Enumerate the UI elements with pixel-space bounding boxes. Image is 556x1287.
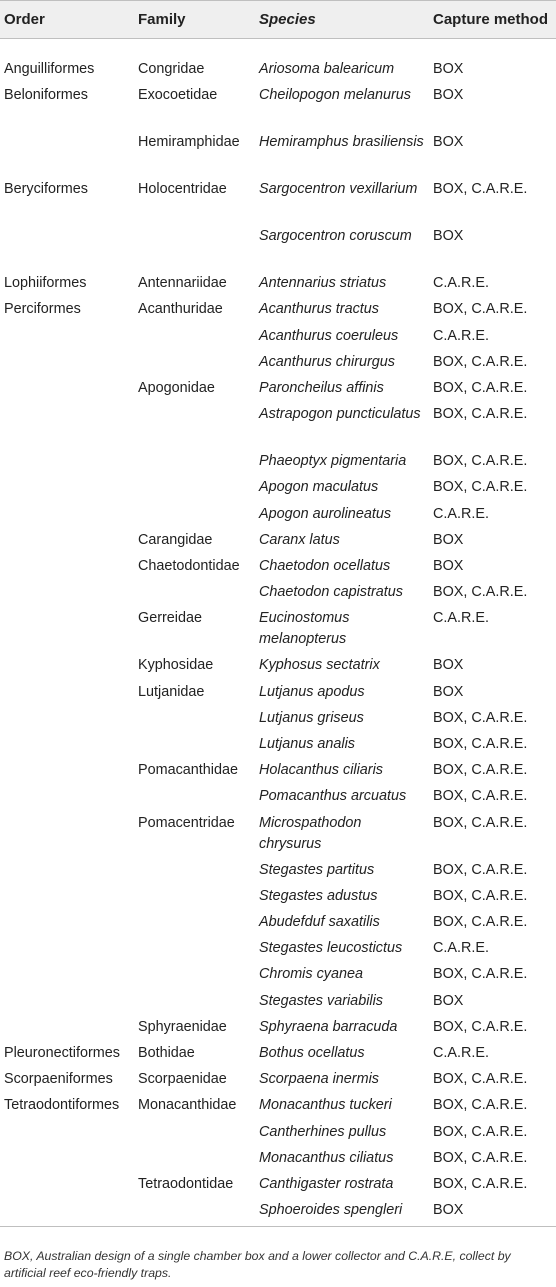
table-row <box>0 651 556 677</box>
table-row <box>0 934 556 960</box>
cell-capture-method: BOX, C.A.R.E. <box>433 1097 528 1114</box>
cell-order: Lophiiformes <box>4 275 87 292</box>
cell-family: Hemiramphidae <box>138 134 240 151</box>
cell-capture-method: BOX <box>433 134 464 151</box>
cell-capture-method: BOX, C.A.R.E. <box>433 479 528 496</box>
cell-order: Scorpaeniformes <box>4 1071 113 1088</box>
cell-order: Beloniformes <box>4 87 88 104</box>
cell-capture-method: BOX, C.A.R.E. <box>433 814 528 831</box>
table-row <box>0 295 556 321</box>
cell-species: Apogon maculatus <box>259 479 379 496</box>
table-row <box>0 348 556 374</box>
cell-order: Tetraodontiformes <box>4 1097 120 1114</box>
table-row <box>0 81 556 128</box>
cell-species: Cantherhines pullus <box>259 1123 387 1140</box>
cell-capture-method: C.A.R.E. <box>433 505 489 522</box>
table-bottom-rule <box>0 1226 556 1227</box>
table-row <box>0 1118 556 1144</box>
cell-capture-method: BOX, C.A.R.E. <box>433 1149 528 1166</box>
cell-family: Apogonidae <box>138 380 215 396</box>
table-row <box>0 678 556 704</box>
cell-capture-method: BOX, C.A.R.E. <box>433 788 528 805</box>
cell-species: Monacanthus ciliatus <box>259 1149 394 1166</box>
cell-capture-method: BOX <box>433 558 464 574</box>
cell-species: Caranx latus <box>259 531 340 548</box>
cell-capture-method: BOX, C.A.R.E. <box>433 406 528 423</box>
table-row <box>0 730 556 756</box>
cell-capture-method: BOX, C.A.R.E. <box>433 861 528 878</box>
cell-capture-method: BOX, C.A.R.E. <box>433 584 528 601</box>
cell-order: Beryciformes <box>4 181 88 198</box>
table-row <box>0 526 556 552</box>
cell-order: Perciformes <box>4 301 81 318</box>
cell-capture-method: BOX, C.A.R.E. <box>433 1123 528 1140</box>
table-row <box>0 400 556 447</box>
cell-capture-method: BOX, C.A.R.E. <box>433 453 528 470</box>
cell-species: Acanthurus tractus <box>259 301 379 318</box>
cell-capture-method: BOX <box>433 657 464 674</box>
cell-capture-method: BOX, C.A.R.E. <box>433 181 528 198</box>
cell-species: Chaetodon capistratus <box>259 584 403 601</box>
cell-species: Stegastes partitus <box>259 861 375 878</box>
cell-species: Canthigaster rostrata <box>259 1176 394 1192</box>
cell-capture-method: BOX, C.A.R.E. <box>433 1176 528 1192</box>
cell-capture-method: BOX <box>433 683 464 700</box>
cell-species: Sphyraena barracuda <box>259 1018 398 1035</box>
table-row <box>0 374 556 400</box>
cell-family: Gerreidae <box>138 610 202 627</box>
table-header-row <box>0 0 556 39</box>
table-row <box>0 908 556 934</box>
table-row <box>0 960 556 986</box>
cell-family: Antennariidae <box>138 275 227 292</box>
cell-species: Acanthurus chirurgus <box>259 353 395 370</box>
table-row <box>0 447 556 473</box>
table-row <box>0 1065 556 1091</box>
cell-family: Acanthuridae <box>138 301 223 318</box>
cell-species: Kyphosus sectatrix <box>259 657 380 674</box>
cell-family: Scorpaenidae <box>138 1071 227 1088</box>
table-row <box>0 1039 556 1065</box>
cell-species: Bothus ocellatus <box>259 1045 365 1061</box>
cell-capture-method: BOX, C.A.R.E. <box>433 1071 528 1088</box>
cell-capture-method: C.A.R.E. <box>433 940 489 957</box>
table-row <box>0 987 556 1013</box>
table-row <box>0 500 556 526</box>
cell-species: Stegastes leucostictus <box>259 940 403 957</box>
table-row <box>0 322 556 348</box>
cell-capture-method: C.A.R.E. <box>433 275 489 292</box>
cell-capture-method: C.A.R.E. <box>433 327 489 344</box>
table-row <box>0 1170 556 1196</box>
cell-species: Microspathodon chrysurus <box>259 814 362 852</box>
table-row <box>0 782 556 808</box>
cell-capture-method: BOX, C.A.R.E. <box>433 301 528 318</box>
cell-species: Lutjanus griseus <box>259 709 364 726</box>
cell-capture-method: BOX, C.A.R.E. <box>433 380 528 396</box>
cell-capture-method: BOX <box>433 1202 464 1219</box>
cell-capture-method: BOX, C.A.R.E. <box>433 887 528 904</box>
cell-species: Sphoeroides spengleri <box>259 1202 403 1219</box>
cell-family: Lutjanidae <box>138 683 205 700</box>
cell-capture-method: BOX <box>433 61 464 77</box>
cell-species: Hemiramphus brasiliensis <box>259 134 424 151</box>
cell-species: Stegastes adustus <box>259 887 378 904</box>
cell-family: Kyphosidae <box>138 657 214 674</box>
cell-species: Holacanthus ciliaris <box>259 762 383 779</box>
table-row <box>0 55 556 81</box>
cell-capture-method: BOX, C.A.R.E. <box>433 353 528 370</box>
header-species: Species <box>259 11 316 28</box>
cell-species: Lutjanus apodus <box>259 683 365 700</box>
cell-capture-method: BOX, C.A.R.E. <box>433 1018 528 1035</box>
cell-capture-method: BOX <box>433 531 464 548</box>
cell-family: Congridae <box>138 61 205 77</box>
cell-species: Eucinostomus melanopterus <box>259 610 350 648</box>
cell-species: Stegastes variabilis <box>259 992 383 1009</box>
cell-species: Phaeoptyx pigmentaria <box>259 453 407 470</box>
cell-species: Paroncheilus affinis <box>259 380 384 396</box>
table-row <box>0 269 556 295</box>
cell-species: Scorpaena inermis <box>259 1071 379 1088</box>
cell-species: Cheilopogon melanurus <box>259 87 412 104</box>
table-row <box>0 1091 556 1117</box>
cell-family: Tetraodontidae <box>138 1176 234 1192</box>
header-order: Order <box>4 11 45 28</box>
cell-family: Bothidae <box>138 1045 195 1061</box>
cell-capture-method: C.A.R.E. <box>433 610 489 627</box>
cell-family: Carangidae <box>138 531 213 548</box>
cell-order: Anguilliformes <box>4 61 95 77</box>
table-row <box>0 856 556 882</box>
cell-capture-method: BOX <box>433 87 464 104</box>
cell-species: Ariosoma balearicum <box>259 61 395 77</box>
table-row <box>0 882 556 908</box>
table-row <box>0 1013 556 1039</box>
cell-species: Antennarius striatus <box>259 275 387 292</box>
table-row <box>0 552 556 578</box>
table-row <box>0 128 556 175</box>
cell-species: Lutjanus analis <box>259 736 356 752</box>
cell-species: Astrapogon puncticulatus <box>259 406 421 423</box>
table-row <box>0 1144 556 1170</box>
cell-family: Monacanthidae <box>138 1097 237 1114</box>
cell-capture-method: BOX <box>433 992 464 1009</box>
cell-order: Pleuronectiformes <box>4 1045 120 1061</box>
cell-capture-method: BOX, C.A.R.E. <box>433 914 528 930</box>
cell-family: Pomacentridae <box>138 814 235 831</box>
cell-family: Pomacanthidae <box>138 762 239 779</box>
cell-species: Chaetodon ocellatus <box>259 558 391 574</box>
cell-capture-method: BOX, C.A.R.E. <box>433 736 528 752</box>
cell-capture-method: BOX <box>433 228 464 245</box>
table-row <box>0 1196 556 1222</box>
cell-species: Acanthurus coeruleus <box>259 327 399 344</box>
cell-species: Abudefduf saxatilis <box>259 914 380 930</box>
table-row <box>0 604 556 651</box>
table-row <box>0 756 556 782</box>
cell-species: Monacanthus tuckeri <box>259 1097 392 1114</box>
table-row <box>0 175 556 222</box>
table-footnote: BOX, Australian design of a single chamber box and a lower collector and C.A.R.E, collect by artificial reef eco-friendly traps. <box>4 1249 511 1280</box>
table-row <box>0 473 556 499</box>
cell-capture-method: BOX, C.A.R.E. <box>433 966 528 983</box>
cell-family: Holocentridae <box>138 181 227 198</box>
cell-capture-method: C.A.R.E. <box>433 1045 489 1061</box>
cell-capture-method: BOX, C.A.R.E. <box>433 709 528 726</box>
table-row <box>0 222 556 269</box>
cell-family: Chaetodontidae <box>138 558 240 574</box>
cell-species: Chromis cyanea <box>259 966 363 983</box>
header-family: Family <box>138 11 186 28</box>
table-row <box>0 578 556 604</box>
cell-species: Sargocentron vexillarium <box>259 181 418 198</box>
cell-species: Sargocentron coruscum <box>259 228 412 245</box>
cell-capture-method: BOX, C.A.R.E. <box>433 762 528 779</box>
cell-family: Exocoetidae <box>138 87 218 104</box>
table-row <box>0 704 556 730</box>
table-row <box>0 809 556 856</box>
cell-species: Pomacanthus arcuatus <box>259 788 407 805</box>
cell-family: Sphyraenidae <box>138 1018 227 1035</box>
header-capture-method: Capture method <box>433 11 549 28</box>
cell-species: Apogon aurolineatus <box>259 505 392 522</box>
